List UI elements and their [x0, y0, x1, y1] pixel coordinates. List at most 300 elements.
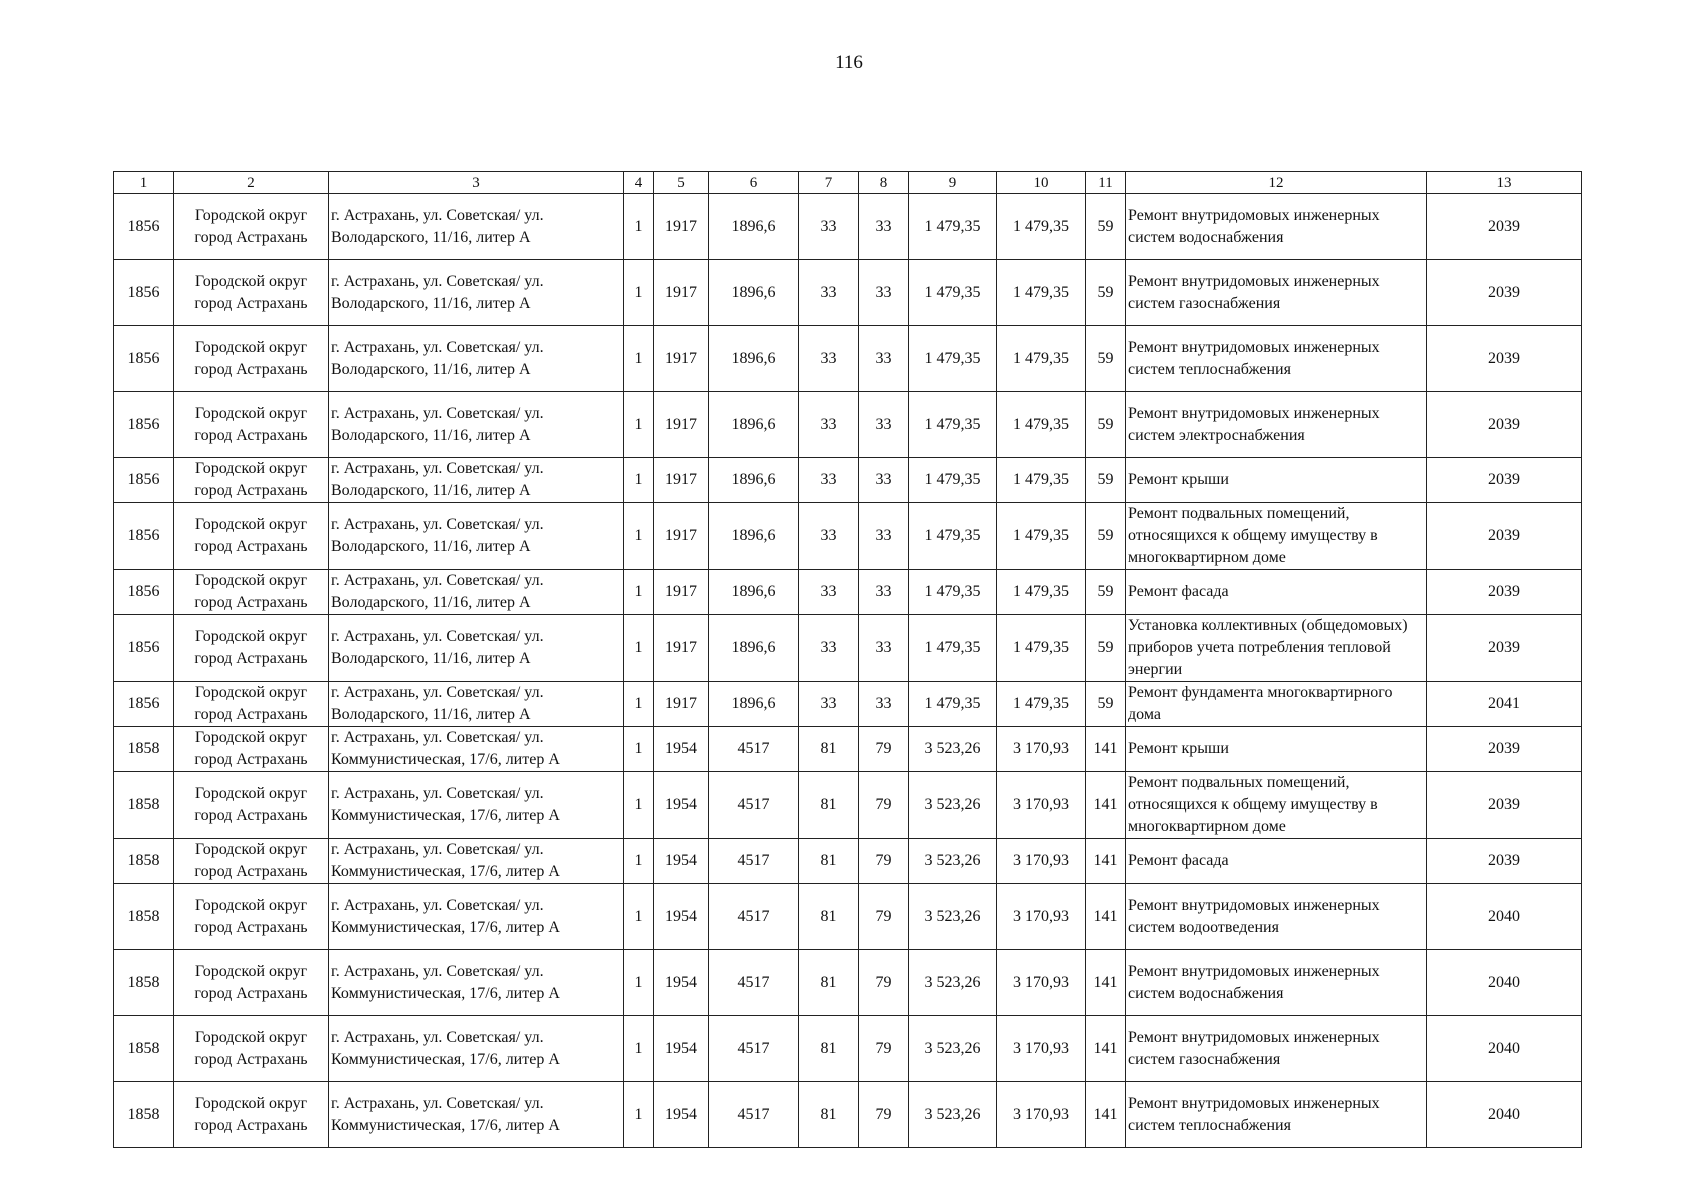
- cell-address-line-1: г. Астрахань, ул. Советская/ ул.: [331, 962, 544, 980]
- cell-municipality-line-1: Городской округ: [194, 962, 308, 980]
- cell-address-line-2: Володарского, 11/16, литер А: [331, 650, 531, 667]
- cell-build-year: 1954: [654, 950, 709, 1016]
- col-header-9: 9: [909, 172, 997, 194]
- cell-address-line-1: г. Астрахань, ул. Советская/ ул.: [331, 206, 544, 224]
- cell-col-4: 1: [624, 884, 654, 950]
- cell-municipality-line-1: Городской округ: [194, 1094, 308, 1112]
- cell-municipality-line-1: Городской округ: [194, 206, 308, 224]
- cell-work-type: Ремонт подвальных помещений, относящихся к общему имуществу в многоквартирном доме: [1126, 772, 1427, 839]
- cell-municipality-line-1: Городской округ: [194, 729, 308, 746]
- table-row: [114, 194, 1582, 260]
- cell-planned-year: 2040: [1427, 1016, 1582, 1082]
- cell-municipality: [174, 682, 329, 727]
- cell-residents: 141: [1086, 1016, 1126, 1082]
- cell-col-8: 79: [859, 1082, 909, 1148]
- cell-col-7: 81: [799, 1016, 859, 1082]
- cell-total-area: 4517: [709, 727, 799, 772]
- cell-municipality-line-2: город Астрахань: [194, 751, 308, 768]
- cell-build-year: 1917: [654, 392, 709, 458]
- cell-residents: 59: [1086, 682, 1126, 727]
- capital-repair-table: [113, 171, 1582, 1148]
- cell-address-line-2: Володарского, 11/16, литер А: [331, 426, 531, 444]
- cell-col-8: 33: [859, 570, 909, 615]
- cell-total-area: 1896,6: [709, 392, 799, 458]
- cell-col-4: 1: [624, 772, 654, 839]
- cell-area-1: 3 523,26: [909, 772, 997, 839]
- cell-municipality-line-2: город Астрахань: [194, 360, 308, 378]
- cell-total-area: 1896,6: [709, 503, 799, 570]
- cell-municipality-line-1: Городской округ: [194, 404, 308, 422]
- cell-address: [329, 503, 624, 570]
- cell-build-year: 1917: [654, 570, 709, 615]
- cell-municipality-line-2: город Астрахань: [194, 650, 308, 667]
- cell-address-line-2: Володарского, 11/16, литер А: [331, 482, 531, 499]
- col-header-13: 13: [1427, 172, 1582, 194]
- cell-work-type: Установка коллективных (общедомовых) приборов учета потребления тепловой энергии: [1126, 615, 1427, 682]
- cell-municipality-line-1: Городской округ: [194, 272, 308, 290]
- table-row: [114, 615, 1582, 682]
- cell-total-area: 1896,6: [709, 458, 799, 503]
- cell-municipality-line-2: город Астрахань: [194, 426, 308, 444]
- cell-planned-year: 2039: [1427, 260, 1582, 326]
- cell-residents: 141: [1086, 1082, 1126, 1148]
- col-header-2: 2: [174, 172, 329, 194]
- cell-municipality: [174, 772, 329, 839]
- cell-residents: 141: [1086, 884, 1126, 950]
- cell-area-1: 1 479,35: [909, 194, 997, 260]
- table-body: [114, 194, 1582, 1148]
- cell-area-1: 1 479,35: [909, 682, 997, 727]
- cell-record-number: 1856: [114, 260, 174, 326]
- cell-work-type: Ремонт внутридомовых инженерных систем теплоснабжения: [1126, 326, 1427, 392]
- cell-col-8: 79: [859, 772, 909, 839]
- cell-col-4: 1: [624, 260, 654, 326]
- cell-build-year: 1917: [654, 194, 709, 260]
- cell-col-7: 33: [799, 570, 859, 615]
- cell-area-2: 3 170,93: [997, 839, 1086, 884]
- cell-col-8: 33: [859, 503, 909, 570]
- col-header-6: 6: [709, 172, 799, 194]
- cell-address: [329, 884, 624, 950]
- column-number-row: [114, 172, 1582, 194]
- cell-total-area: 4517: [709, 884, 799, 950]
- cell-planned-year: 2039: [1427, 615, 1582, 682]
- cell-record-number: 1858: [114, 1082, 174, 1148]
- cell-municipality-line-1: Городской округ: [194, 785, 308, 802]
- cell-address-line-2: Володарского, 11/16, литер А: [331, 706, 531, 723]
- cell-municipality-line-1: Городской округ: [194, 896, 308, 914]
- cell-address-line-2: Володарского, 11/16, литер А: [331, 360, 531, 378]
- cell-municipality-line-1: Городской округ: [194, 841, 308, 858]
- cell-col-4: 1: [624, 570, 654, 615]
- cell-address-line-1: г. Астрахань, ул. Советская/ ул.: [331, 684, 544, 701]
- cell-col-7: 33: [799, 615, 859, 682]
- cell-record-number: 1856: [114, 458, 174, 503]
- cell-address: [329, 194, 624, 260]
- cell-planned-year: 2040: [1427, 950, 1582, 1016]
- cell-address: [329, 950, 624, 1016]
- cell-municipality-line-2: город Астрахань: [194, 594, 308, 611]
- table-row: [114, 458, 1582, 503]
- cell-work-type: Ремонт внутридомовых инженерных систем водоснабжения: [1126, 950, 1427, 1016]
- cell-residents: 59: [1086, 326, 1126, 392]
- cell-address-line-2: Коммунистическая, 17/6, литер А: [331, 863, 560, 880]
- table-row: [114, 1082, 1582, 1148]
- cell-planned-year: 2039: [1427, 772, 1582, 839]
- cell-col-8: 79: [859, 839, 909, 884]
- cell-address: [329, 458, 624, 503]
- table-row: [114, 772, 1582, 839]
- cell-municipality: [174, 950, 329, 1016]
- cell-col-8: 33: [859, 194, 909, 260]
- cell-col-8: 33: [859, 682, 909, 727]
- cell-work-type: Ремонт внутридомовых инженерных систем водоотведения: [1126, 884, 1427, 950]
- cell-municipality: [174, 260, 329, 326]
- cell-record-number: 1858: [114, 884, 174, 950]
- cell-municipality: [174, 615, 329, 682]
- cell-area-2: 3 170,93: [997, 1082, 1086, 1148]
- cell-area-1: 3 523,26: [909, 950, 997, 1016]
- cell-municipality: [174, 884, 329, 950]
- table-row: [114, 884, 1582, 950]
- cell-address-line-1: г. Астрахань, ул. Советская/ ул.: [331, 272, 544, 290]
- cell-area-1: 3 523,26: [909, 727, 997, 772]
- cell-build-year: 1954: [654, 727, 709, 772]
- cell-build-year: 1917: [654, 260, 709, 326]
- cell-record-number: 1856: [114, 326, 174, 392]
- cell-address-line-1: г. Астрахань, ул. Советская/ ул.: [331, 841, 544, 858]
- cell-col-7: 33: [799, 260, 859, 326]
- cell-municipality: [174, 392, 329, 458]
- cell-planned-year: 2039: [1427, 503, 1582, 570]
- cell-build-year: 1917: [654, 682, 709, 727]
- col-header-11: 11: [1086, 172, 1126, 194]
- cell-address-line-2: Володарского, 11/16, литер А: [331, 594, 531, 611]
- cell-address: [329, 839, 624, 884]
- cell-col-8: 79: [859, 1016, 909, 1082]
- cell-residents: 141: [1086, 839, 1126, 884]
- col-header-1: 1: [114, 172, 174, 194]
- cell-record-number: 1856: [114, 570, 174, 615]
- cell-col-7: 81: [799, 1082, 859, 1148]
- cell-municipality-line-1: Городской округ: [194, 572, 308, 589]
- cell-area-1: 3 523,26: [909, 884, 997, 950]
- cell-work-type: Ремонт крыши: [1126, 727, 1427, 772]
- cell-col-8: 79: [859, 950, 909, 1016]
- cell-area-1: 3 523,26: [909, 1016, 997, 1082]
- cell-record-number: 1856: [114, 615, 174, 682]
- cell-area-2: 3 170,93: [997, 727, 1086, 772]
- cell-area-2: 1 479,35: [997, 392, 1086, 458]
- cell-work-type: Ремонт крыши: [1126, 458, 1427, 503]
- cell-work-type: Ремонт фасада: [1126, 839, 1427, 884]
- cell-planned-year: 2039: [1427, 458, 1582, 503]
- cell-municipality-line-2: город Астрахань: [194, 984, 308, 1002]
- col-header-3: 3: [329, 172, 624, 194]
- cell-residents: 141: [1086, 950, 1126, 1016]
- table-row: [114, 326, 1582, 392]
- cell-municipality-line-1: Городской округ: [194, 684, 308, 701]
- cell-municipality-line-2: город Астрахань: [194, 863, 308, 880]
- cell-record-number: 1858: [114, 727, 174, 772]
- table-row: [114, 950, 1582, 1016]
- cell-municipality: [174, 839, 329, 884]
- cell-work-type: Ремонт фасада: [1126, 570, 1427, 615]
- cell-planned-year: 2039: [1427, 727, 1582, 772]
- cell-col-7: 33: [799, 682, 859, 727]
- cell-municipality: [174, 503, 329, 570]
- cell-col-4: 1: [624, 682, 654, 727]
- cell-municipality-line-2: город Астрахань: [194, 1050, 308, 1068]
- cell-area-2: 1 479,35: [997, 194, 1086, 260]
- cell-area-2: 1 479,35: [997, 615, 1086, 682]
- cell-address: [329, 1016, 624, 1082]
- cell-area-2: 1 479,35: [997, 458, 1086, 503]
- cell-planned-year: 2040: [1427, 884, 1582, 950]
- cell-build-year: 1954: [654, 1016, 709, 1082]
- cell-address-line-2: Володарского, 11/16, литер А: [331, 228, 531, 246]
- cell-total-area: 1896,6: [709, 682, 799, 727]
- cell-address-line-1: г. Астрахань, ул. Советская/ ул.: [331, 1028, 544, 1046]
- col-header-10: 10: [997, 172, 1086, 194]
- cell-address-line-2: Коммунистическая, 17/6, литер А: [331, 918, 560, 936]
- cell-col-8: 79: [859, 884, 909, 950]
- cell-municipality-line-2: город Астрахань: [194, 482, 308, 499]
- cell-address-line-2: Коммунистическая, 17/6, литер А: [331, 751, 560, 768]
- cell-municipality-line-1: Городской округ: [194, 1028, 308, 1046]
- cell-residents: 141: [1086, 772, 1126, 839]
- cell-col-7: 81: [799, 950, 859, 1016]
- cell-address-line-1: г. Астрахань, ул. Советская/ ул.: [331, 628, 544, 645]
- cell-address-line-1: г. Астрахань, ул. Советская/ ул.: [331, 460, 544, 477]
- cell-address-line-2: Володарского, 11/16, литер А: [331, 294, 531, 312]
- cell-col-4: 1: [624, 615, 654, 682]
- cell-total-area: 1896,6: [709, 570, 799, 615]
- cell-residents: 59: [1086, 194, 1126, 260]
- cell-address: [329, 615, 624, 682]
- cell-work-type: Ремонт фундамента многоквартирного дома: [1126, 682, 1427, 727]
- cell-address-line-1: г. Астрахань, ул. Советская/ ул.: [331, 785, 544, 802]
- cell-residents: 59: [1086, 615, 1126, 682]
- cell-address-line-2: Коммунистическая, 17/6, литер А: [331, 984, 560, 1002]
- cell-municipality-line-1: Городской округ: [194, 460, 308, 477]
- cell-address-line-1: г. Астрахань, ул. Советская/ ул.: [331, 572, 544, 589]
- cell-municipality-line-1: Городской округ: [194, 338, 308, 356]
- cell-residents: 141: [1086, 727, 1126, 772]
- cell-residents: 59: [1086, 392, 1126, 458]
- cell-area-2: 1 479,35: [997, 260, 1086, 326]
- cell-work-type: Ремонт подвальных помещений, относящихся к общему имуществу в многоквартирном доме: [1126, 503, 1427, 570]
- cell-area-1: 1 479,35: [909, 503, 997, 570]
- cell-build-year: 1917: [654, 503, 709, 570]
- cell-col-4: 1: [624, 392, 654, 458]
- cell-address-line-1: г. Астрахань, ул. Советская/ ул.: [331, 896, 544, 914]
- col-header-12: 12: [1126, 172, 1427, 194]
- cell-address: [329, 1082, 624, 1148]
- cell-planned-year: 2040: [1427, 1082, 1582, 1148]
- cell-area-1: 1 479,35: [909, 392, 997, 458]
- cell-residents: 59: [1086, 503, 1126, 570]
- cell-area-2: 1 479,35: [997, 682, 1086, 727]
- table-row: [114, 503, 1582, 570]
- cell-municipality-line-2: город Астрахань: [194, 228, 308, 246]
- cell-address: [329, 392, 624, 458]
- cell-col-4: 1: [624, 326, 654, 392]
- cell-col-7: 33: [799, 194, 859, 260]
- cell-col-7: 33: [799, 392, 859, 458]
- cell-address-line-1: г. Астрахань, ул. Советская/ ул.: [331, 729, 544, 746]
- cell-planned-year: 2039: [1427, 326, 1582, 392]
- cell-address: [329, 326, 624, 392]
- cell-area-1: 1 479,35: [909, 260, 997, 326]
- cell-record-number: 1856: [114, 682, 174, 727]
- page-number: 116: [835, 52, 863, 73]
- cell-planned-year: 2041: [1427, 682, 1582, 727]
- table-row: [114, 727, 1582, 772]
- cell-build-year: 1917: [654, 458, 709, 503]
- table-row: [114, 839, 1582, 884]
- cell-record-number: 1858: [114, 1016, 174, 1082]
- cell-municipality-line-2: город Астрахань: [194, 807, 308, 824]
- cell-total-area: 4517: [709, 1016, 799, 1082]
- cell-address-line-2: Коммунистическая, 17/6, литер А: [331, 1050, 560, 1068]
- cell-record-number: 1858: [114, 950, 174, 1016]
- cell-address: [329, 570, 624, 615]
- cell-work-type: Ремонт внутридомовых инженерных систем водоснабжения: [1126, 194, 1427, 260]
- cell-area-2: 3 170,93: [997, 950, 1086, 1016]
- cell-municipality-line-2: город Астрахань: [194, 1116, 308, 1134]
- cell-build-year: 1917: [654, 615, 709, 682]
- cell-area-1: 3 523,26: [909, 1082, 997, 1148]
- cell-municipality-line-2: город Астрахань: [194, 538, 308, 555]
- cell-work-type: Ремонт внутридомовых инженерных систем теплоснабжения: [1126, 1082, 1427, 1148]
- cell-municipality-line-1: Городской округ: [194, 516, 308, 533]
- cell-col-4: 1: [624, 727, 654, 772]
- cell-col-8: 33: [859, 392, 909, 458]
- cell-area-1: 3 523,26: [909, 839, 997, 884]
- cell-record-number: 1856: [114, 503, 174, 570]
- cell-record-number: 1858: [114, 839, 174, 884]
- cell-address: [329, 260, 624, 326]
- cell-planned-year: 2039: [1427, 839, 1582, 884]
- cell-address-line-1: г. Астрахань, ул. Советская/ ул.: [331, 338, 544, 356]
- cell-total-area: 4517: [709, 950, 799, 1016]
- cell-total-area: 4517: [709, 772, 799, 839]
- cell-total-area: 1896,6: [709, 260, 799, 326]
- cell-municipality: [174, 570, 329, 615]
- cell-col-4: 1: [624, 194, 654, 260]
- table-row: [114, 570, 1582, 615]
- cell-municipality: [174, 458, 329, 503]
- col-header-5: 5: [654, 172, 709, 194]
- cell-total-area: 4517: [709, 1082, 799, 1148]
- cell-total-area: 1896,6: [709, 615, 799, 682]
- cell-col-8: 33: [859, 615, 909, 682]
- cell-record-number: 1856: [114, 194, 174, 260]
- cell-area-1: 1 479,35: [909, 615, 997, 682]
- cell-planned-year: 2039: [1427, 194, 1582, 260]
- cell-total-area: 1896,6: [709, 194, 799, 260]
- cell-col-7: 33: [799, 326, 859, 392]
- cell-build-year: 1954: [654, 839, 709, 884]
- cell-total-area: 1896,6: [709, 326, 799, 392]
- cell-address: [329, 682, 624, 727]
- cell-residents: 59: [1086, 458, 1126, 503]
- cell-record-number: 1856: [114, 392, 174, 458]
- cell-area-1: 1 479,35: [909, 458, 997, 503]
- table-row: [114, 682, 1582, 727]
- cell-area-2: 3 170,93: [997, 884, 1086, 950]
- cell-work-type: Ремонт внутридомовых инженерных систем газоснабжения: [1126, 260, 1427, 326]
- cell-address: [329, 727, 624, 772]
- cell-col-7: 33: [799, 503, 859, 570]
- cell-municipality-line-1: Городской округ: [194, 628, 308, 645]
- cell-col-8: 79: [859, 727, 909, 772]
- cell-col-8: 33: [859, 458, 909, 503]
- cell-col-7: 33: [799, 458, 859, 503]
- cell-address: [329, 772, 624, 839]
- cell-col-4: 1: [624, 839, 654, 884]
- cell-area-1: 1 479,35: [909, 570, 997, 615]
- table-row: [114, 260, 1582, 326]
- cell-col-4: 1: [624, 503, 654, 570]
- cell-municipality: [174, 727, 329, 772]
- cell-build-year: 1954: [654, 1082, 709, 1148]
- cell-municipality: [174, 326, 329, 392]
- cell-address-line-1: г. Астрахань, ул. Советская/ ул.: [331, 1094, 544, 1112]
- cell-area-1: 1 479,35: [909, 326, 997, 392]
- cell-col-7: 81: [799, 772, 859, 839]
- cell-planned-year: 2039: [1427, 392, 1582, 458]
- cell-col-7: 81: [799, 884, 859, 950]
- cell-work-type: Ремонт внутридомовых инженерных систем газоснабжения: [1126, 1016, 1427, 1082]
- cell-col-4: 1: [624, 1016, 654, 1082]
- cell-col-7: 81: [799, 727, 859, 772]
- cell-municipality-line-2: город Астрахань: [194, 706, 308, 723]
- cell-address-line-2: Коммунистическая, 17/6, литер А: [331, 807, 560, 824]
- cell-col-4: 1: [624, 458, 654, 503]
- cell-col-7: 81: [799, 839, 859, 884]
- cell-address-line-2: Коммунистическая, 17/6, литер А: [331, 1116, 560, 1134]
- cell-municipality-line-2: город Астрахань: [194, 918, 308, 936]
- cell-residents: 59: [1086, 260, 1126, 326]
- cell-address-line-1: г. Астрахань, ул. Советская/ ул.: [331, 404, 544, 422]
- cell-area-2: 3 170,93: [997, 1016, 1086, 1082]
- table-row: [114, 392, 1582, 458]
- cell-build-year: 1954: [654, 884, 709, 950]
- cell-planned-year: 2039: [1427, 570, 1582, 615]
- cell-total-area: 4517: [709, 839, 799, 884]
- cell-address-line-2: Володарского, 11/16, литер А: [331, 538, 531, 555]
- cell-area-2: 1 479,35: [997, 570, 1086, 615]
- col-header-4: 4: [624, 172, 654, 194]
- cell-col-8: 33: [859, 260, 909, 326]
- cell-build-year: 1954: [654, 772, 709, 839]
- cell-col-4: 1: [624, 950, 654, 1016]
- cell-municipality: [174, 1082, 329, 1148]
- cell-municipality: [174, 1016, 329, 1082]
- cell-municipality: [174, 194, 329, 260]
- cell-municipality-line-2: город Астрахань: [194, 294, 308, 312]
- cell-area-2: 1 479,35: [997, 503, 1086, 570]
- cell-col-8: 33: [859, 326, 909, 392]
- cell-residents: 59: [1086, 570, 1126, 615]
- col-header-7: 7: [799, 172, 859, 194]
- cell-build-year: 1917: [654, 326, 709, 392]
- cell-record-number: 1858: [114, 772, 174, 839]
- cell-address-line-1: г. Астрахань, ул. Советская/ ул.: [331, 516, 544, 533]
- cell-col-4: 1: [624, 1082, 654, 1148]
